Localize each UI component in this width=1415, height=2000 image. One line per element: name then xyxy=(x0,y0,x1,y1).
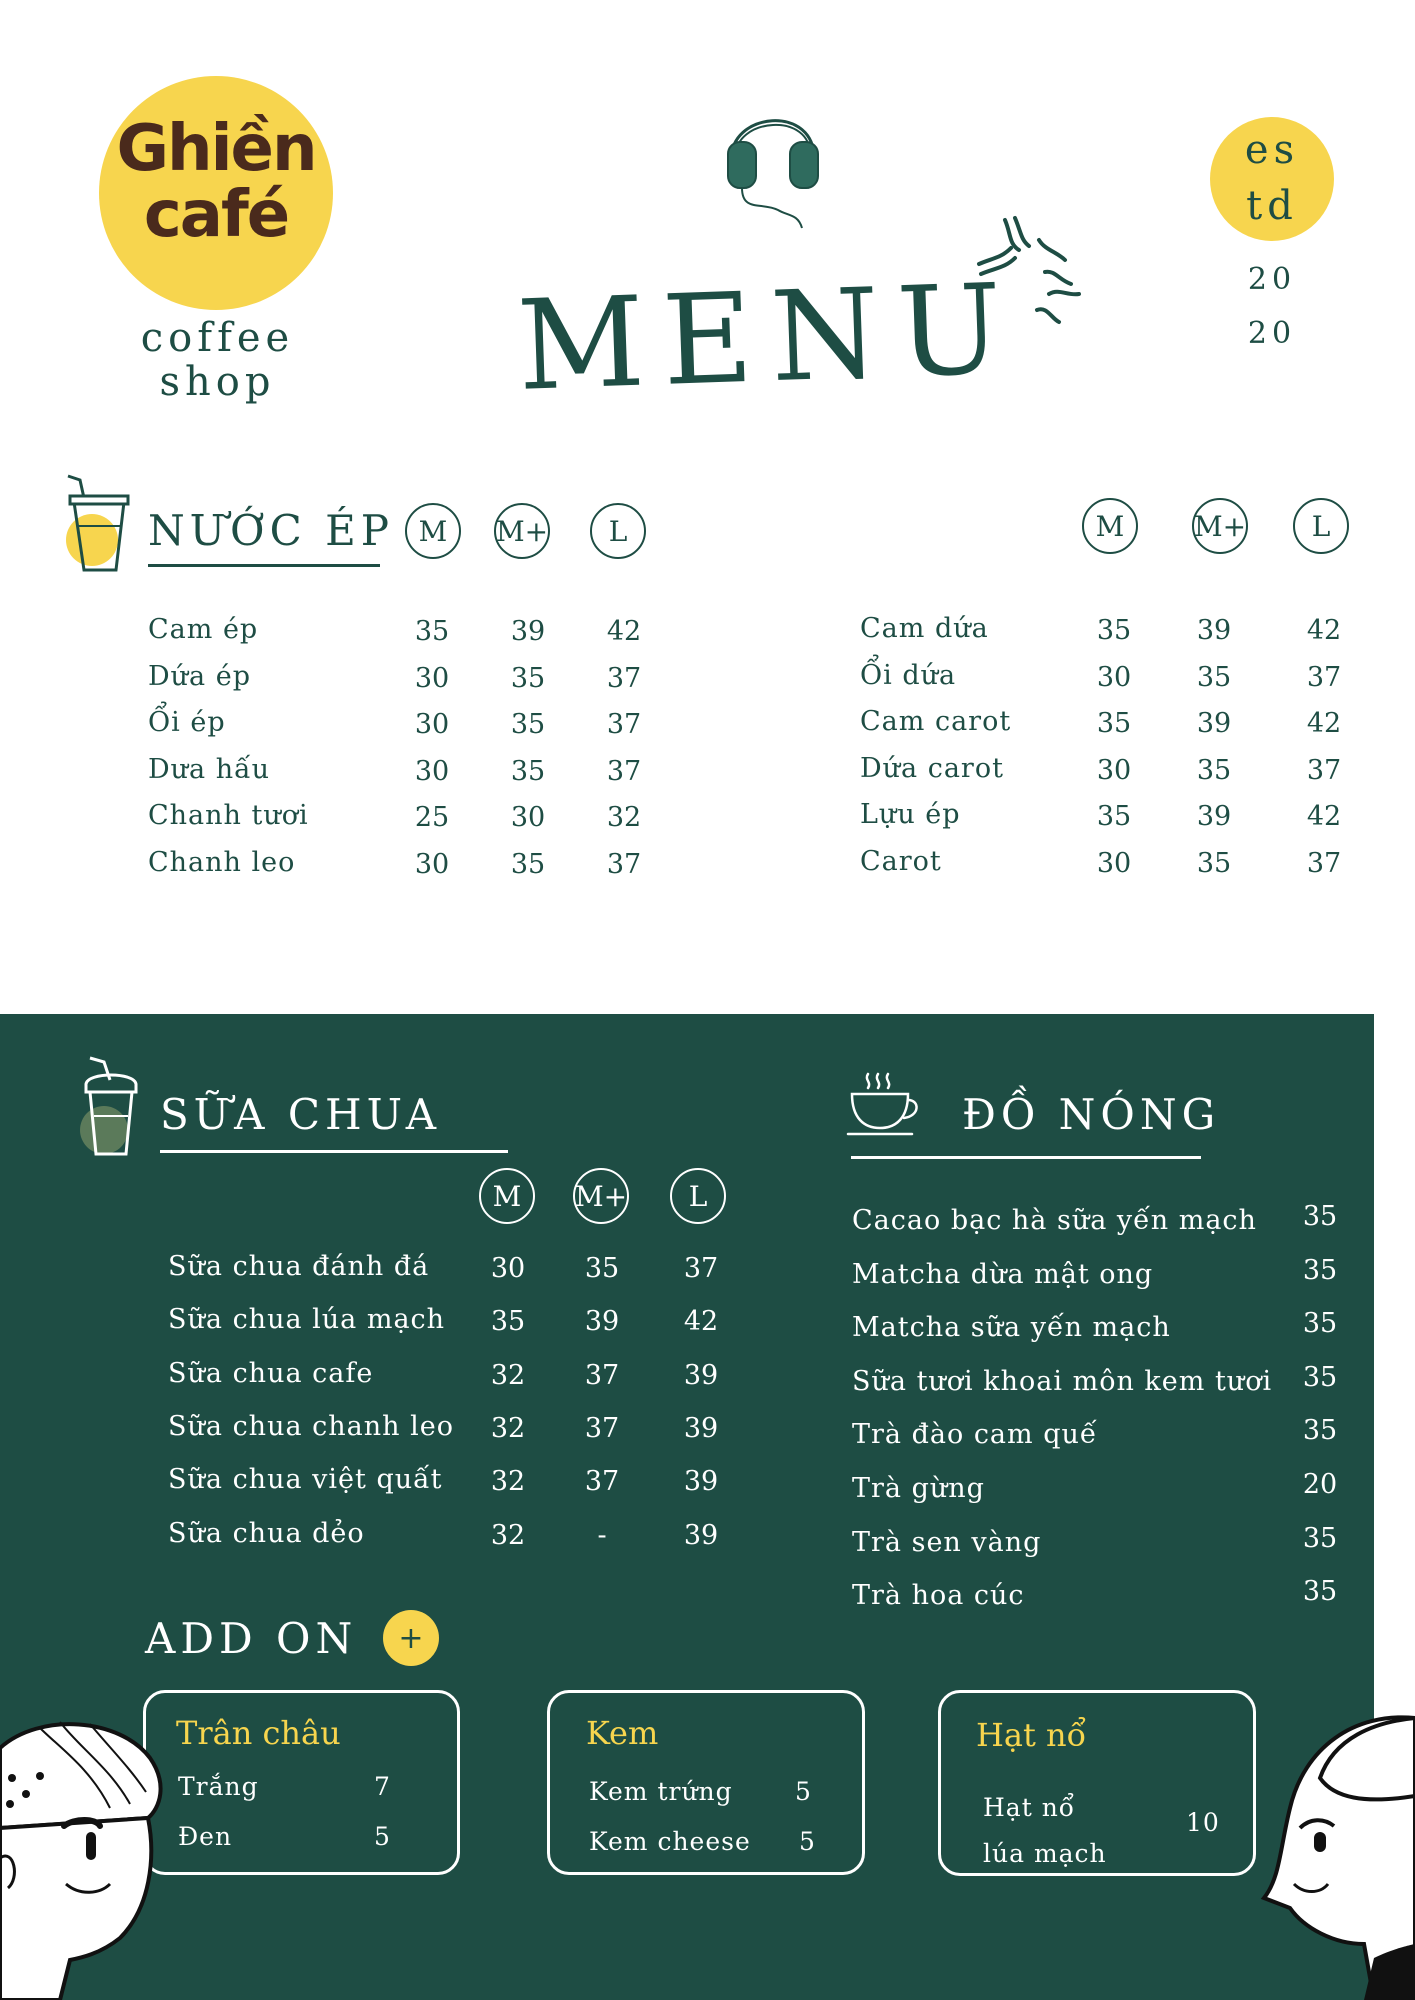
menu-item-price: 35 xyxy=(1196,754,1232,786)
tagline xyxy=(110,316,325,404)
menu-item-price: 35 xyxy=(1096,801,1132,832)
menu-item-price: 30 xyxy=(510,802,546,833)
menu-item-price: 35 xyxy=(1302,1415,1338,1447)
established-year xyxy=(1210,253,1334,361)
menu-item-name: Dưa hấu xyxy=(148,753,271,785)
menu-item-price: 35 xyxy=(1096,708,1132,739)
menu-item-price: 35 xyxy=(510,709,546,740)
tran-chau-row-price: 7 xyxy=(374,1772,391,1801)
menu-item-name: Trà hoa cúc xyxy=(852,1580,1025,1612)
yogurt-title-underline xyxy=(160,1150,508,1153)
tran-chau-row-name: Đen xyxy=(178,1822,233,1851)
menu-item-price: 39 xyxy=(510,616,546,647)
menu-item-price: 37 xyxy=(606,848,642,880)
size-m-circle: M xyxy=(479,1168,535,1224)
menu-item-price: 35 xyxy=(1196,661,1232,693)
menu-item-price: 37 xyxy=(584,1412,620,1444)
menu-item-price: 32 xyxy=(490,1359,526,1391)
menu-item-name: Sữa chua chanh leo xyxy=(168,1410,454,1442)
menu-item-price: 42 xyxy=(1306,801,1342,832)
menu-item-price: 35 xyxy=(1302,1361,1338,1393)
menu-item-price: 20 xyxy=(1302,1469,1338,1500)
logo-line-2: café xyxy=(143,178,289,252)
menu-item-price: 39 xyxy=(683,1412,719,1444)
menu-item-price: 35 xyxy=(1302,1308,1338,1340)
menu-item-price: 37 xyxy=(606,709,642,740)
menu-item-price: 30 xyxy=(414,662,450,694)
girl-character-illustration xyxy=(1224,1708,1415,2000)
hot-cup-icon xyxy=(846,1070,922,1142)
menu-item-name: Sữa chua việt quất xyxy=(168,1464,443,1496)
size-mplus-circle: M+ xyxy=(573,1168,629,1224)
logo xyxy=(99,112,333,252)
menu-item-price: 35 xyxy=(510,848,546,880)
juice-section-title: NƯỚC ÉP xyxy=(148,506,394,555)
menu-item-price: 35 xyxy=(510,755,546,787)
menu-item-price: 39 xyxy=(683,1466,719,1498)
sparkle-decoration-icon xyxy=(975,210,1105,340)
menu-item-name: Sữa chua dẻo xyxy=(168,1517,365,1549)
menu-item-price: 35 xyxy=(490,1306,526,1338)
menu-item-price: 32 xyxy=(606,802,642,833)
logo-line-1: Ghiền xyxy=(116,112,316,186)
menu-item-price: 42 xyxy=(606,616,642,647)
menu-item-price: 25 xyxy=(414,802,450,833)
menu-item-price: 37 xyxy=(584,1359,620,1391)
menu-item-price: 30 xyxy=(414,709,450,740)
menu-item-name: Sữa chua đánh đá xyxy=(168,1251,430,1282)
menu-item-price: 30 xyxy=(1096,754,1132,786)
menu-item-price: 35 xyxy=(1196,847,1232,879)
yogurt-cup-icon xyxy=(74,1056,146,1160)
menu-item-price: 39 xyxy=(1196,801,1232,832)
menu-item-price: 39 xyxy=(683,1359,719,1391)
menu-item-name: Trà gừng xyxy=(852,1473,985,1504)
est-line-2: td xyxy=(1246,183,1298,229)
year-line-1: 20 xyxy=(1247,262,1297,297)
menu-item-name: Trà đào cam quế xyxy=(852,1419,1098,1451)
size-m-circle: M xyxy=(1082,498,1138,554)
menu-item-name: Trà sen vàng xyxy=(852,1526,1042,1558)
hat-no-row-price: 10 xyxy=(1186,1808,1220,1837)
kem-row-price: 5 xyxy=(799,1827,816,1856)
menu-item-name: Carot xyxy=(860,845,942,877)
menu-item-price: 42 xyxy=(1306,615,1342,646)
menu-item-price: 37 xyxy=(606,755,642,787)
menu-item-name: Cam ép xyxy=(148,614,259,645)
menu-item-price: 35 xyxy=(584,1253,620,1284)
menu-item-name: Sữa chua lúa mạch xyxy=(168,1304,446,1336)
tran-chau-row-price: 5 xyxy=(374,1822,391,1851)
add-on-title: ADD ON xyxy=(145,1614,358,1663)
add-on-plus-icon: + xyxy=(383,1610,439,1666)
juice-title-underline xyxy=(148,564,380,567)
boy-character-illustration xyxy=(0,1708,172,2000)
menu-item-price: 32 xyxy=(490,1466,526,1498)
menu-item-name: Dứa ép xyxy=(148,660,251,692)
tagline-line-2: shop xyxy=(159,359,276,405)
menu-item-price: 37 xyxy=(1306,661,1342,693)
size-m-circle: M xyxy=(405,503,461,559)
established-label xyxy=(1210,122,1334,234)
menu-item-name: Ổi dứa xyxy=(860,659,957,691)
tran-chau-row-name: Trắng xyxy=(178,1772,259,1801)
size-l-circle: L xyxy=(590,503,646,559)
menu-item-price: 30 xyxy=(414,755,450,787)
tran-chau-title: Trân châu xyxy=(176,1714,341,1752)
menu-item-price: 35 xyxy=(1302,1254,1338,1286)
menu-title: MENU xyxy=(515,257,1023,419)
menu-item-price: 35 xyxy=(1096,615,1132,646)
size-mplus-circle: M+ xyxy=(494,503,550,559)
menu-item-price: 37 xyxy=(584,1466,620,1498)
menu-item-name: Lựu ép xyxy=(860,799,961,830)
menu-item-price: 39 xyxy=(1196,708,1232,739)
hat-no-title: Hạt nổ xyxy=(976,1716,1087,1754)
menu-item-price: 30 xyxy=(1096,661,1132,693)
menu-item-name: Sữa chua cafe xyxy=(168,1357,374,1389)
hot-drinks-title-underline xyxy=(851,1156,1201,1159)
menu-item-price: 39 xyxy=(584,1306,620,1338)
menu-item-price: 37 xyxy=(1306,847,1342,879)
tagline-line-1: coffee xyxy=(140,315,295,361)
yogurt-section-title: SỮA CHUA xyxy=(160,1090,442,1139)
juice-cup-icon xyxy=(62,474,138,576)
menu-item-name: Ổi ép xyxy=(148,707,226,738)
menu-item-price: 35 xyxy=(414,616,450,647)
menu-item-price: 37 xyxy=(683,1253,719,1284)
size-l-circle: L xyxy=(1293,498,1349,554)
size-l-circle: L xyxy=(670,1168,726,1224)
menu-item-name: Cam carot xyxy=(860,706,1012,737)
hat-no-row-name: lúa mạch xyxy=(983,1839,1107,1868)
menu-item-price: 39 xyxy=(683,1519,719,1551)
menu-item-name: Cacao bạc hà sữa yến mạch xyxy=(852,1205,1257,1236)
menu-item-name: Matcha dừa mật ong xyxy=(852,1258,1154,1290)
menu-item-price: 42 xyxy=(683,1306,719,1338)
menu-item-price: 35 xyxy=(510,662,546,694)
kem-row-price: 5 xyxy=(795,1777,812,1806)
headphones-icon xyxy=(718,92,828,232)
hot-drinks-section-title: ĐỒ NÓNG xyxy=(962,1090,1221,1139)
menu-item-name: Sữa tươi khoai môn kem tươi xyxy=(852,1365,1273,1397)
menu-item-price: 30 xyxy=(414,848,450,880)
year-line-2: 20 xyxy=(1247,316,1297,351)
menu-item-price: 39 xyxy=(1196,615,1232,646)
menu-item-price: 30 xyxy=(490,1253,526,1284)
est-line-1: es xyxy=(1244,127,1300,173)
menu-item-price: 35 xyxy=(1302,1576,1338,1608)
kem-row-name: Kem cheese xyxy=(589,1827,751,1856)
menu-item-price: 35 xyxy=(1302,1522,1338,1554)
menu-item-name: Chanh tươi xyxy=(148,800,309,831)
menu-item-price: 37 xyxy=(606,662,642,694)
menu-item-name: Chanh leo xyxy=(148,846,296,878)
menu-item-price: 42 xyxy=(1306,708,1342,739)
size-mplus-circle: M+ xyxy=(1192,498,1248,554)
hat-no-row-name: Hạt nổ xyxy=(983,1793,1076,1822)
menu-item-price: 30 xyxy=(1096,847,1132,879)
menu-item-price: 35 xyxy=(1302,1201,1338,1232)
menu-item-price: - xyxy=(597,1519,607,1551)
menu-item-name: Dứa carot xyxy=(860,752,1004,784)
kem-title: Kem xyxy=(586,1714,659,1752)
menu-item-price: 37 xyxy=(1306,754,1342,786)
menu-item-price: 32 xyxy=(490,1519,526,1551)
menu-item-name: Matcha sữa yến mạch xyxy=(852,1312,1171,1344)
kem-row-name: Kem trứng xyxy=(589,1777,733,1806)
menu-item-price: 32 xyxy=(490,1412,526,1444)
menu-item-name: Cam dứa xyxy=(860,613,989,644)
